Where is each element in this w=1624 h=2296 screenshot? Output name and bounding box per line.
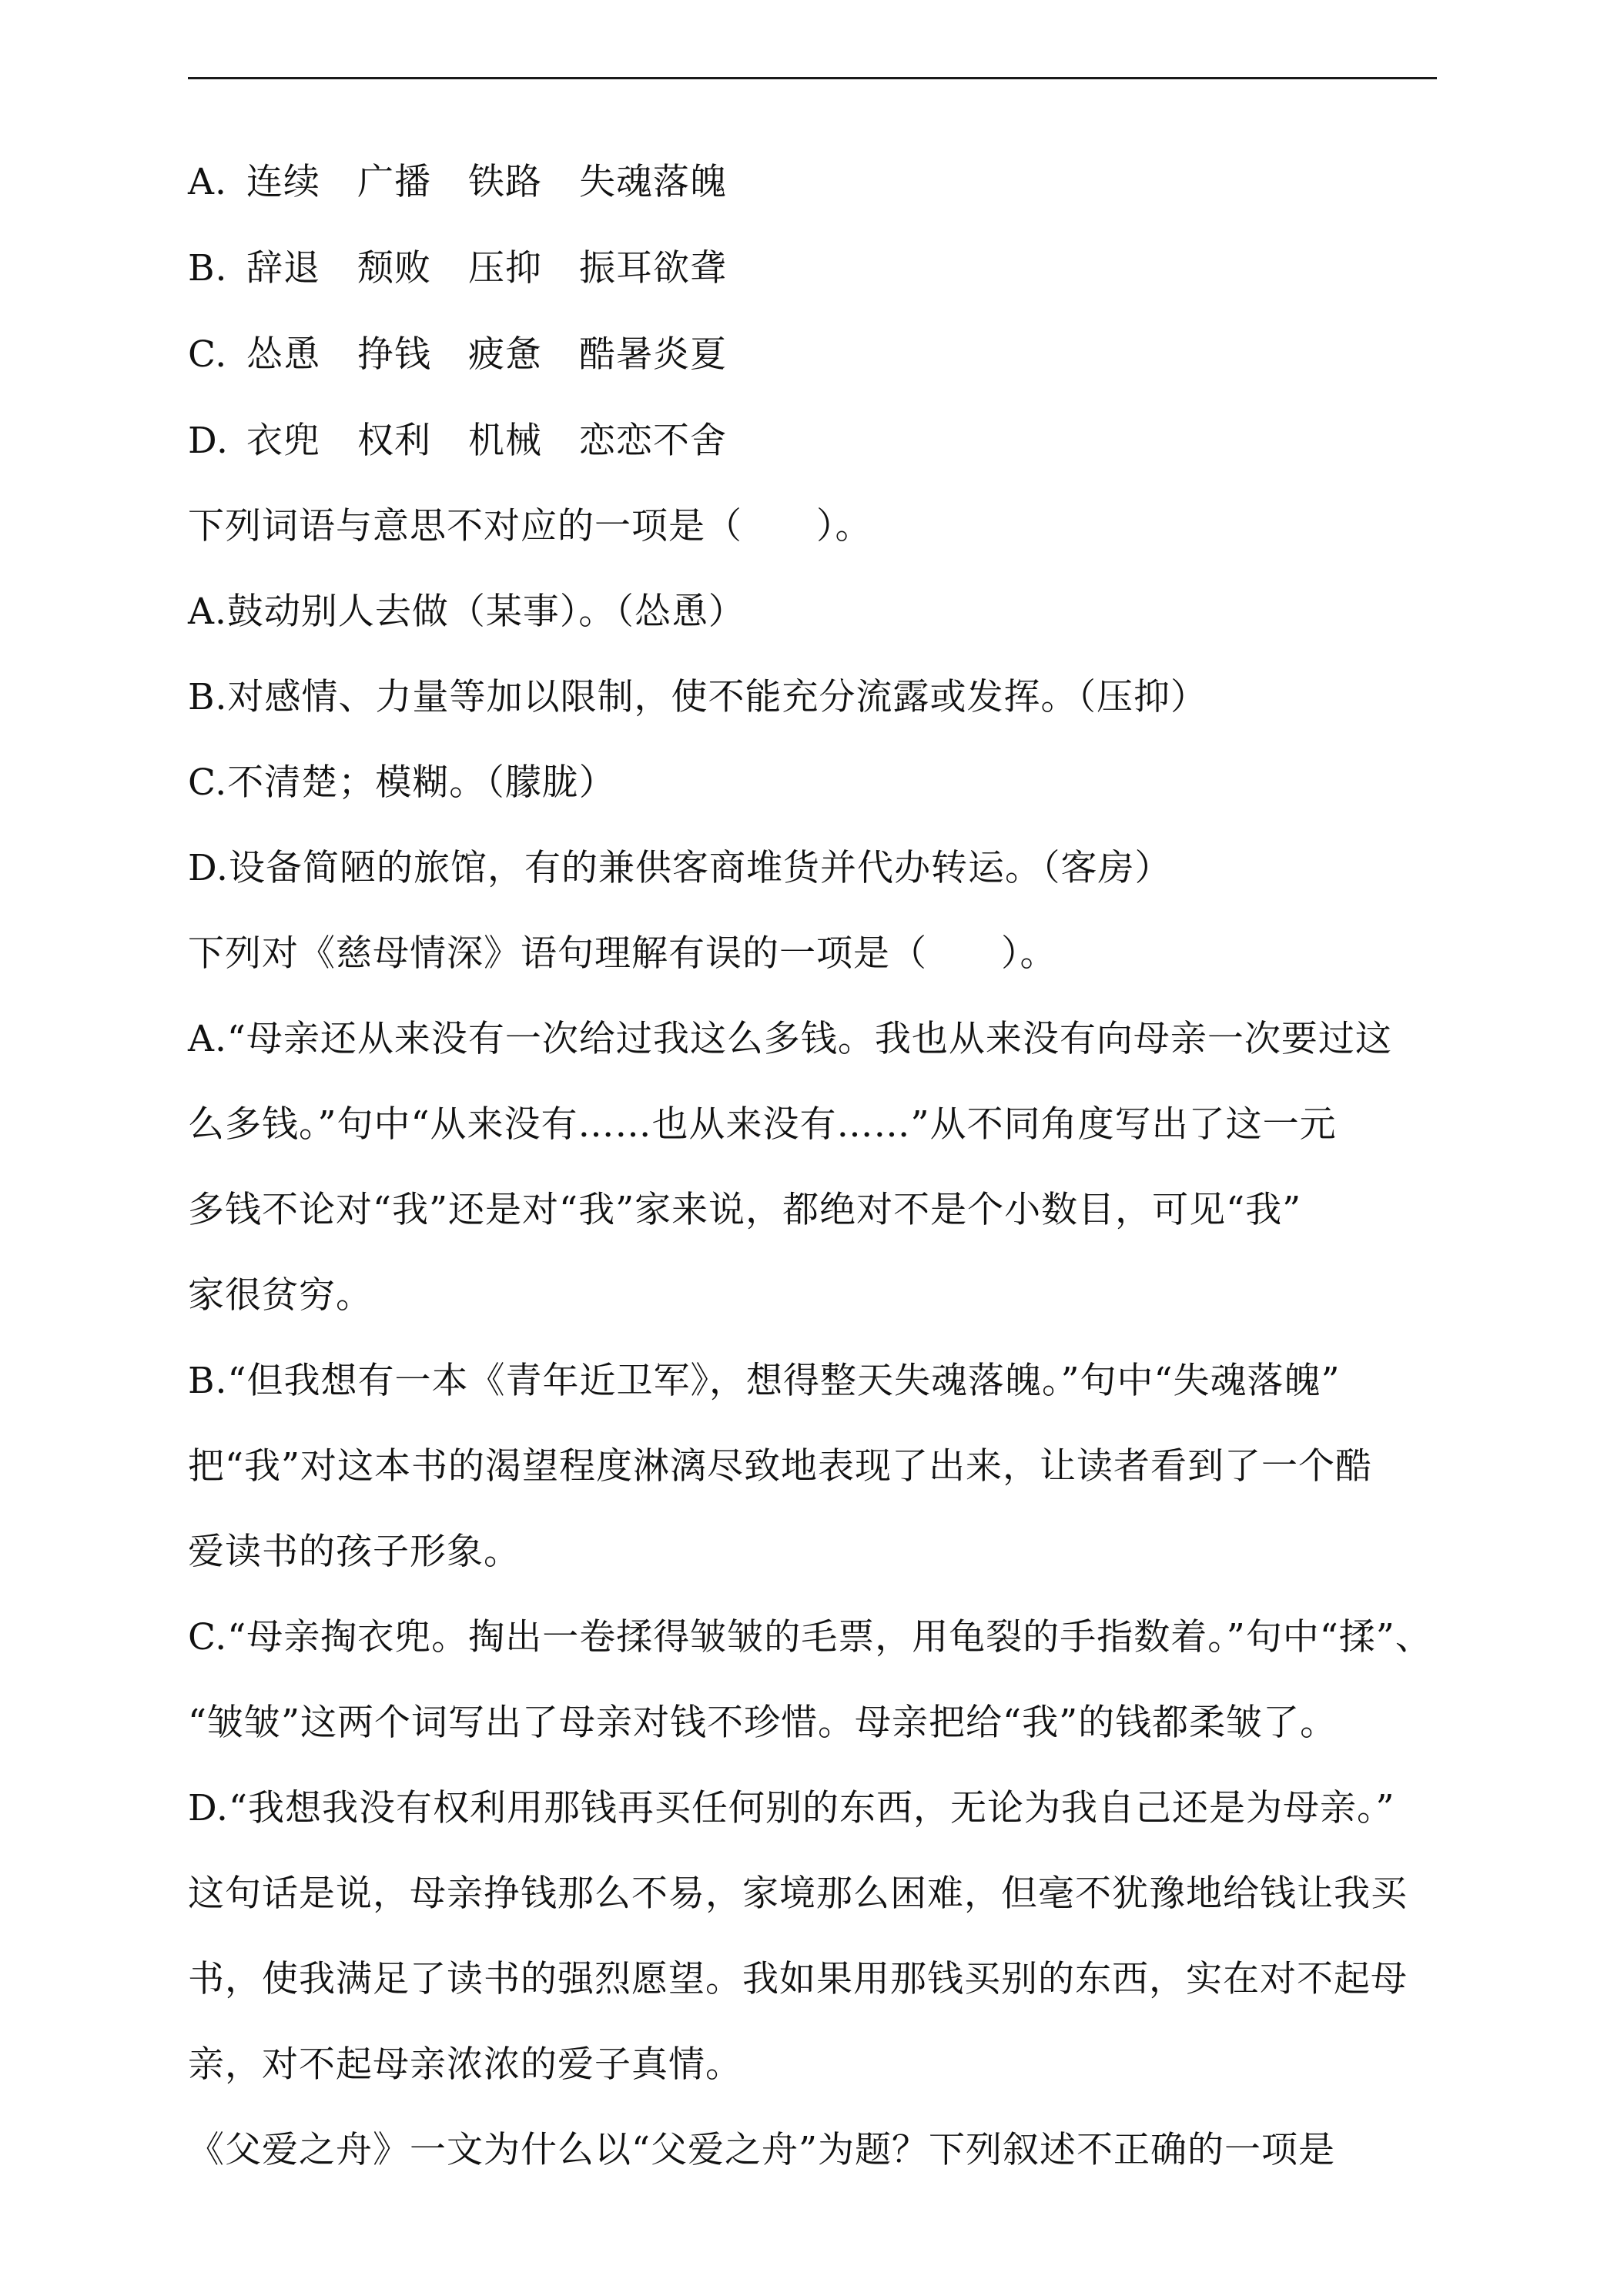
question-3 <box>188 932 1443 2087</box>
q3-option-a-line: 么多钱。”句中“从来没有……也从来没有……”从不同角度写出了这一元 <box>188 1103 1337 1146</box>
q1-option-b: B. 辞退 颓败 压抑 振耳欲聋 <box>188 247 727 290</box>
q3-option-a-line: A.“母亲还从来没有一次给过我这么多钱。我也从来没有向母亲一次要过这 <box>188 1018 1392 1060</box>
q3-option-d-line: 书，使我满足了读书的强烈愿望。我如果用那钱买别的东西，实在对不起母 <box>188 1958 1408 2000</box>
q3-option-b-line: 爱读书的孩子形象。 <box>188 1531 521 1573</box>
q3-option-c-line: “皱皱”这两个词写出了母亲对钱不珍惜。母亲把给“我”的钱都柔皱了。 <box>188 1702 1338 1744</box>
q3-option-a-line: 多钱不论对“我”还是对“我”家来说，都绝对不是个小数目，可见“我” <box>188 1189 1302 1231</box>
header-rule <box>188 77 1437 79</box>
document-body <box>188 160 1443 2172</box>
q3-option-c-line: C.“母亲掏衣兜。掏出一卷揉得皱皱的毛票，用龟裂的手指数着。”句中“揉”、 <box>188 1616 1432 1658</box>
question-4 <box>188 2128 1443 2172</box>
q2-option-a: A.鼓动别人去做（某事）。（怂恿） <box>188 591 745 633</box>
q2-option-c: C.不清楚；模糊。（朦胧） <box>188 761 616 804</box>
q3-option-a-line: 家很贫穷。 <box>188 1274 373 1317</box>
q3-option-d-line: D.“我想我没有权利用那钱再买任何别的东西，无论为我自己还是为母亲。” <box>188 1787 1395 1829</box>
q3-option-d-line: 亲，对不起母亲浓浓的爱子真情。 <box>188 2043 742 2086</box>
q3-stem: 下列对《慈母情深》语句理解有误的一项是（ ）。 <box>188 932 1057 975</box>
q1-option-d: D. 衣兜 权利 机械 恋恋不舍 <box>188 420 727 462</box>
q3-option-b-line: 把“我”对这本书的渴望程度淋漓尽致地表现了出来，让读者看到了一个酷 <box>188 1445 1373 1488</box>
q2-option-d: D.设备简陋的旅馆，有的兼供客商堆货并代办转运。（客房） <box>188 847 1172 889</box>
question-2 <box>188 504 1443 890</box>
q2-option-b: B.对感情、力量等加以限制，使不能充分流露或发挥。（压抑） <box>188 676 1207 718</box>
question-1-options <box>188 160 1443 463</box>
q2-stem: 下列词语与意思不对应的一项是（ ）。 <box>188 505 872 547</box>
q3-option-d-line: 这句话是说，母亲挣钱那么不易，家境那么困难，但毫不犹豫地给钱让我买 <box>188 1873 1408 1915</box>
q3-option-b-line: B.“但我想有一本《青年近卫军》，想得整天失魂落魄。”句中“失魂落魄” <box>188 1360 1341 1402</box>
q1-option-c: C. 怂恿 挣钱 疲惫 酷暑炎夏 <box>188 333 727 376</box>
q4-stem: 《父爱之舟》一文为什么以“父爱之舟”为题？下列叙述不正确的一项是 <box>188 2129 1336 2171</box>
q1-option-a: A. 连续 广播 铁路 失魂落魄 <box>188 161 727 203</box>
